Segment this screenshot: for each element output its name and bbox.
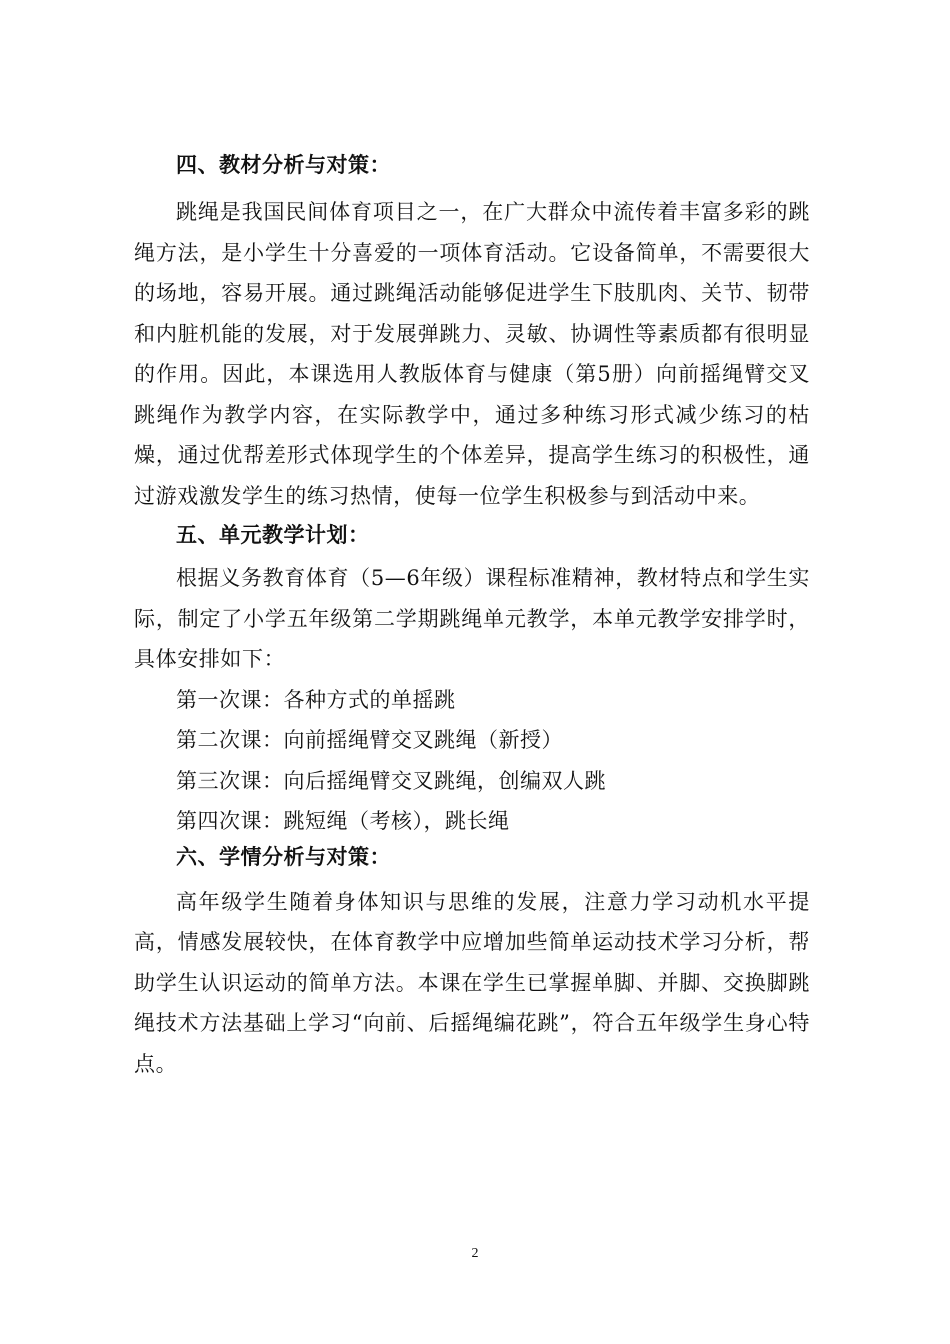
page-content — [134, 150, 810, 1084]
lesson-item-4: 第四次课：跳短绳（考核），跳长绳 — [176, 809, 510, 833]
section-heading-learner-analysis: 六、学情分析与对策： — [176, 843, 391, 869]
section-paragraph-unit-plan: 根据义务教育体育（5—6年级）课程标准精神，教材特点和学生实际，制定了小学五年级第二学期跳绳单元教学，本单元教学安排学时，具体安排如下： — [134, 566, 810, 671]
page-number: 2 — [471, 1246, 479, 1261]
section-heading-textbook-analysis: 四、教材分析与对策： — [176, 152, 391, 177]
lesson-item-1: 第一次课：各种方式的单摇跳 — [176, 687, 456, 712]
lesson-item-3: 第三次课：向后摇绳臂交叉跳绳，创编双人跳 — [176, 768, 606, 793]
lesson-item-2: 第二次课：向前摇绳臂交叉跳绳（新授） — [176, 728, 563, 752]
section-paragraph-learner-analysis: 高年级学生随着身体知识与思维的发展，注意力学习动机水平提高，情感发展较快，在体育教学中应增加些简单运动技术学习分析，帮助学生认识运动的简单方法。本课在学生已掌握单脚、并脚、交换脚跳绳技术方法基础上学习“向前、后摇绳编花跳”，符合五年级学生身心特点。 — [134, 889, 810, 1076]
section-paragraph-textbook-analysis: 跳绳是我国民间体育项目之一，在广大群众中流传着丰富多彩的跳绳方法，是小学生十分喜爱的一项体育活动。它设备简单，不需要很大的场地，容易开展。通过跳绳活动能够促进学生下肢肌肉、关节、韧带和内脏机能的发展，对于发展弹跳力、灵敏、协调性等素质都有很明显的作用。因此，本课选用人教版体育与健康（第5册）向前摇绳臂交叉跳绳作为教学内容，在实际教学中，通过多种练习形式减少练习的枯燥，通过优帮差形式体现学生的个体差异，提高学生练习的积极性，通过游戏激发学生的练习热情，使每一位学生积极参与到活动中来。 — [134, 200, 810, 508]
lesson-list — [134, 680, 810, 842]
section-heading-unit-plan: 五、单元教学计划： — [176, 522, 370, 547]
